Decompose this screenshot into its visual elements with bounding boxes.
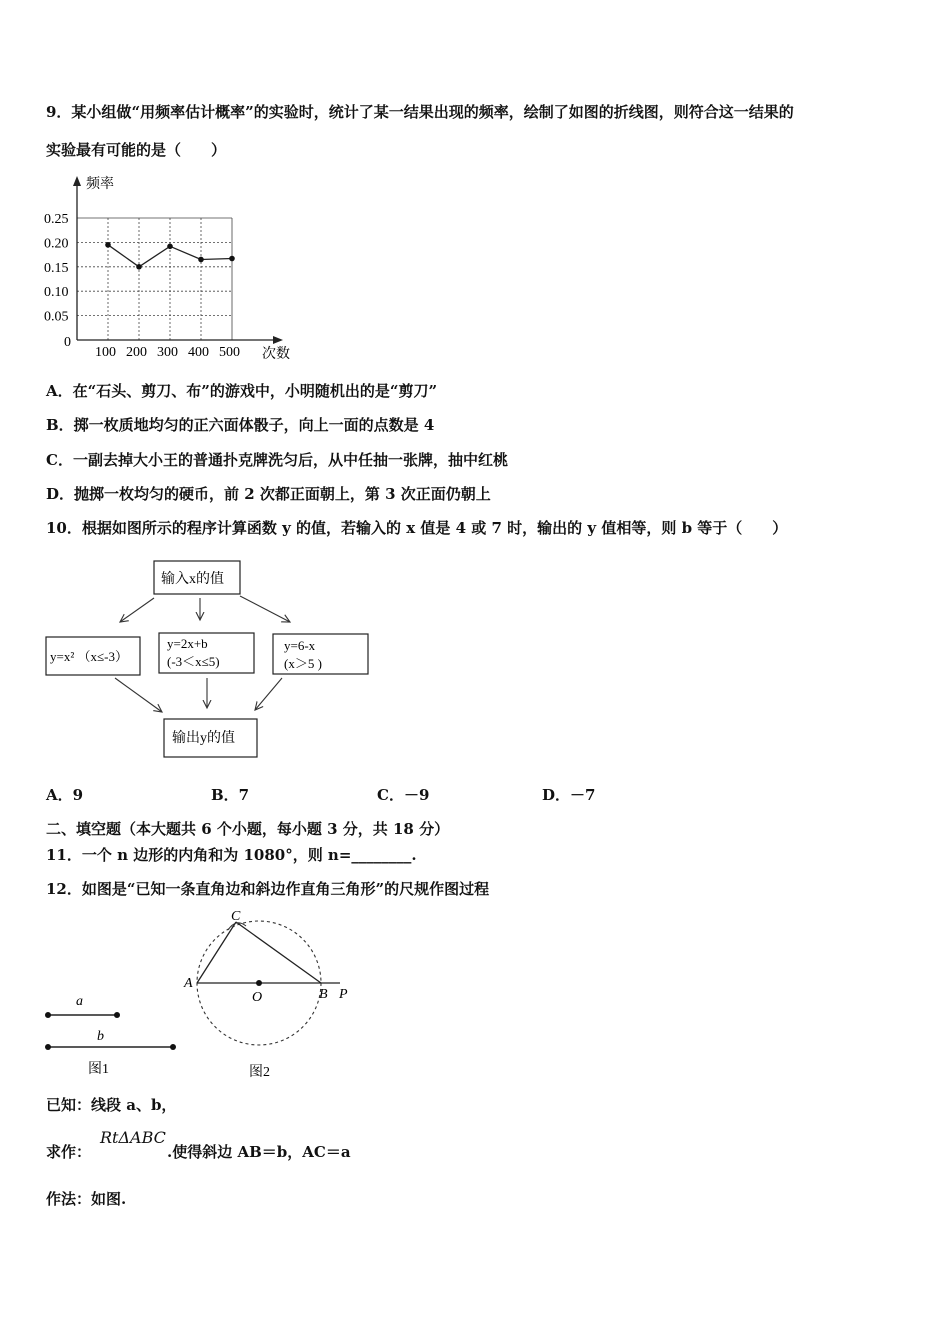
x-tick-label-2: 300 — [157, 345, 178, 360]
y-tick-label-4: 0.05 — [44, 309, 69, 325]
x-tick-label-3: 400 — [188, 345, 209, 360]
segment-a-end-right — [114, 1012, 120, 1018]
flow-input-text: 输入x的值 — [161, 572, 224, 587]
line-AC — [197, 922, 236, 983]
q9-stem-line2: 实验最有可能的是（ ） — [46, 141, 227, 159]
label-A: A — [184, 976, 193, 991]
label-C: C — [231, 909, 241, 924]
q10-stem: 10．根据如图所示的程序计算函数 y 的值，若输入的 x 值是 4 或 7 时，输出的 y 值相等，则 b 等于（ ） — [46, 519, 788, 537]
q10-option-d: D．－7 — [542, 786, 596, 804]
q11-stem: 11．一个 n 边形的内角和为 1080°，则 n=________. — [46, 846, 417, 864]
q9-option-d: D．抛掷一枚均匀的硬币，前 2 次都正面朝上，第 3 次正面仍朝上 — [46, 485, 491, 503]
q12-find-rest: .使得斜边 AB＝b，AC＝a — [167, 1143, 351, 1161]
flow-output-text: 输出y的值 — [172, 731, 235, 746]
q12-stem: 12．如图是“已知一条直角边和斜边作直角三角形”的尺规作图过程 — [46, 880, 490, 898]
y-tick-label-3: 0.10 — [44, 285, 69, 301]
y-tick-label-1: 0.20 — [44, 236, 69, 252]
flow-right-text-1: y=6-x — [284, 638, 316, 653]
x-tick-label-1: 200 — [126, 345, 147, 360]
section-2-heading: 二、填空题（本大题共 6 个小题，每小题 3 分，共 18 分） — [46, 820, 450, 838]
label-a: a — [76, 994, 83, 1009]
q12-find-label: 求作： — [46, 1143, 92, 1161]
q9-option-a: A．在“石头、剪刀、布”的游戏中，小明随机出的是“剪刀” — [46, 382, 438, 400]
segment-b-end-left — [45, 1044, 51, 1050]
y-axis-label: 频率 — [86, 177, 114, 192]
flow-mid-text-2: (-3＜x≤5) — [167, 654, 220, 669]
segment-b-end-right — [170, 1044, 176, 1050]
q12-find-formula: RtΔABC — [100, 1128, 166, 1147]
label-O: O — [252, 990, 263, 1005]
label-P: P — [339, 987, 348, 1002]
q9-option-b: B．掷一枚质地均匀的正六面体骰子，向上一面的点数是 4 — [46, 416, 435, 434]
flow-mid-text-1: y=2x+b — [167, 636, 208, 651]
x-tick-label-4: 500 — [219, 345, 240, 360]
q12-known: 已知：线段 a、b， — [46, 1096, 177, 1114]
fig2-caption: 图2 — [249, 1065, 270, 1080]
point-O — [256, 980, 262, 986]
line-CB — [236, 922, 321, 983]
x-tick-label-0: 100 — [95, 345, 116, 360]
q10-option-b: B．7 — [211, 786, 250, 804]
origin-label: 0 — [64, 335, 71, 350]
x-axis-label: 次数 — [262, 347, 290, 362]
fig1-caption: 图1 — [88, 1062, 109, 1077]
q10-option-a: A．9 — [46, 786, 84, 804]
q9-option-c: C．一副去掉大小王的普通扑克牌洗匀后，从中任抽一张牌，抽中红桃 — [46, 451, 508, 469]
label-B: B — [319, 987, 328, 1002]
flow-left-text: y=x² （x≤-3） — [50, 649, 128, 664]
y-tick-label-0: 0.25 — [44, 212, 69, 227]
q12-method: 作法：如图. — [46, 1190, 127, 1208]
segment-a-end-left — [45, 1012, 51, 1018]
q10-option-c: C．－9 — [377, 786, 430, 804]
flow-right-text-2: (x＞5 ) — [284, 656, 322, 671]
q9-stem-line1: 9．某小组做“用频率估计概率”的实验时，统计了某一结果出现的频率，绘制了如图的折线图，则符合这一结果的 — [46, 103, 794, 121]
label-b: b — [97, 1029, 104, 1044]
y-tick-label-2: 0.15 — [44, 260, 69, 276]
